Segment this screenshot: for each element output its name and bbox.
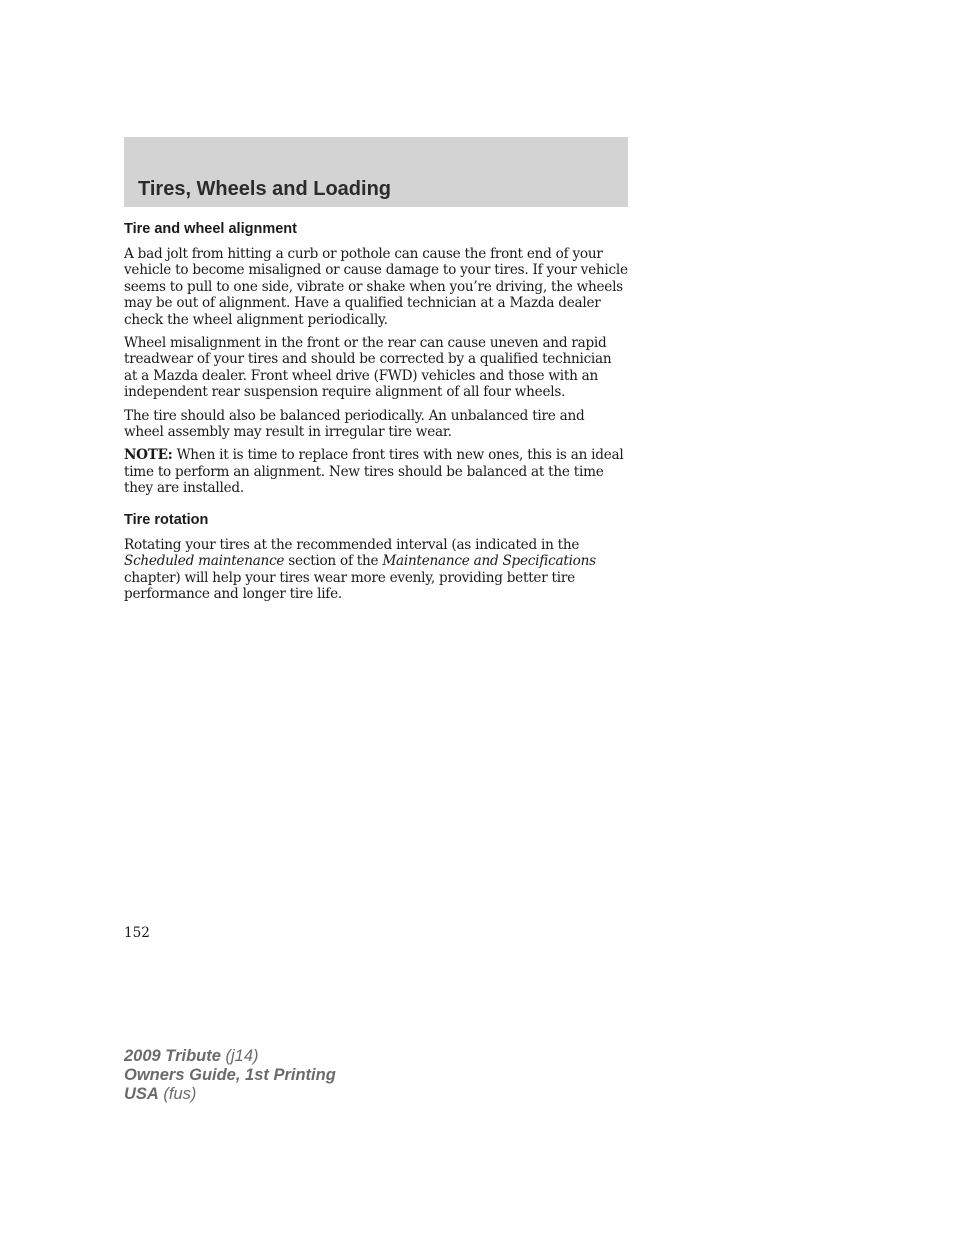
rotation-text-2: section of the (284, 553, 383, 570)
note-label: NOTE: (124, 447, 173, 464)
alignment-paragraph-2: Wheel misalignment in the front or the rear can cause uneven and rapid treadwear of your tires and should be corrected by a qualified technician at a Mazda dealer. Front wheel drive (FWD) vehicles and those with an independent rear suspension require alignment of all four wheels. (124, 335, 612, 401)
rotation-text-1: Rotating your tires at the recommended interval (as indicated in the (124, 536, 580, 553)
footer-line-2 (124, 1066, 336, 1085)
document-footer (124, 1047, 336, 1104)
maintenance-specifications-ref: Maintenance and Specifications (382, 553, 596, 570)
alignment-paragraph-1: A bad jolt from hitting a curb or pothole can cause the front end of your vehicle to become misaligned or cause damage to your tires. If your vehicle seems to pull to one side, vibrate or shake when you’re driving, the wheels may be out of alignment. Have a qualified technician at a Mazda dealer check the wheel alignment periodically. (124, 246, 628, 328)
footer-line-1 (124, 1047, 336, 1066)
chapter-title: Tires, Wheels and Loading (138, 178, 392, 200)
alignment-paragraph-3: The tire should also be balanced periodically. An unbalanced tire and wheel assembly may result in irregular tire wear. (124, 407, 585, 441)
footer-region-code: (fus) (158, 1085, 197, 1103)
rotation-paragraph (124, 537, 628, 603)
scheduled-maintenance-ref: Scheduled maintenance (124, 553, 285, 570)
footer-model: 2009 Tribute (124, 1047, 221, 1065)
section-title-rotation: Tire rotation (124, 511, 209, 528)
footer-model-code: (j14) (220, 1047, 259, 1065)
note-text: When it is time to replace front tires with new ones, this is an ideal time to perform an alignment. New tires should be balanced at the time they are installed. (124, 447, 624, 497)
page-content (124, 219, 628, 609)
section-title-alignment: Tire and wheel alignment (124, 221, 297, 237)
chapter-header-band (124, 137, 628, 207)
page-number: 152 (124, 925, 150, 941)
rotation-text-3: chapter) will help your tires wear more evenly, providing better tire performance and longer tire life. (124, 569, 575, 602)
footer-edition: Owners Guide, 1st Printing (124, 1066, 336, 1084)
footer-line-3 (124, 1085, 336, 1104)
alignment-note (124, 447, 628, 496)
footer-region: USA (124, 1085, 159, 1103)
